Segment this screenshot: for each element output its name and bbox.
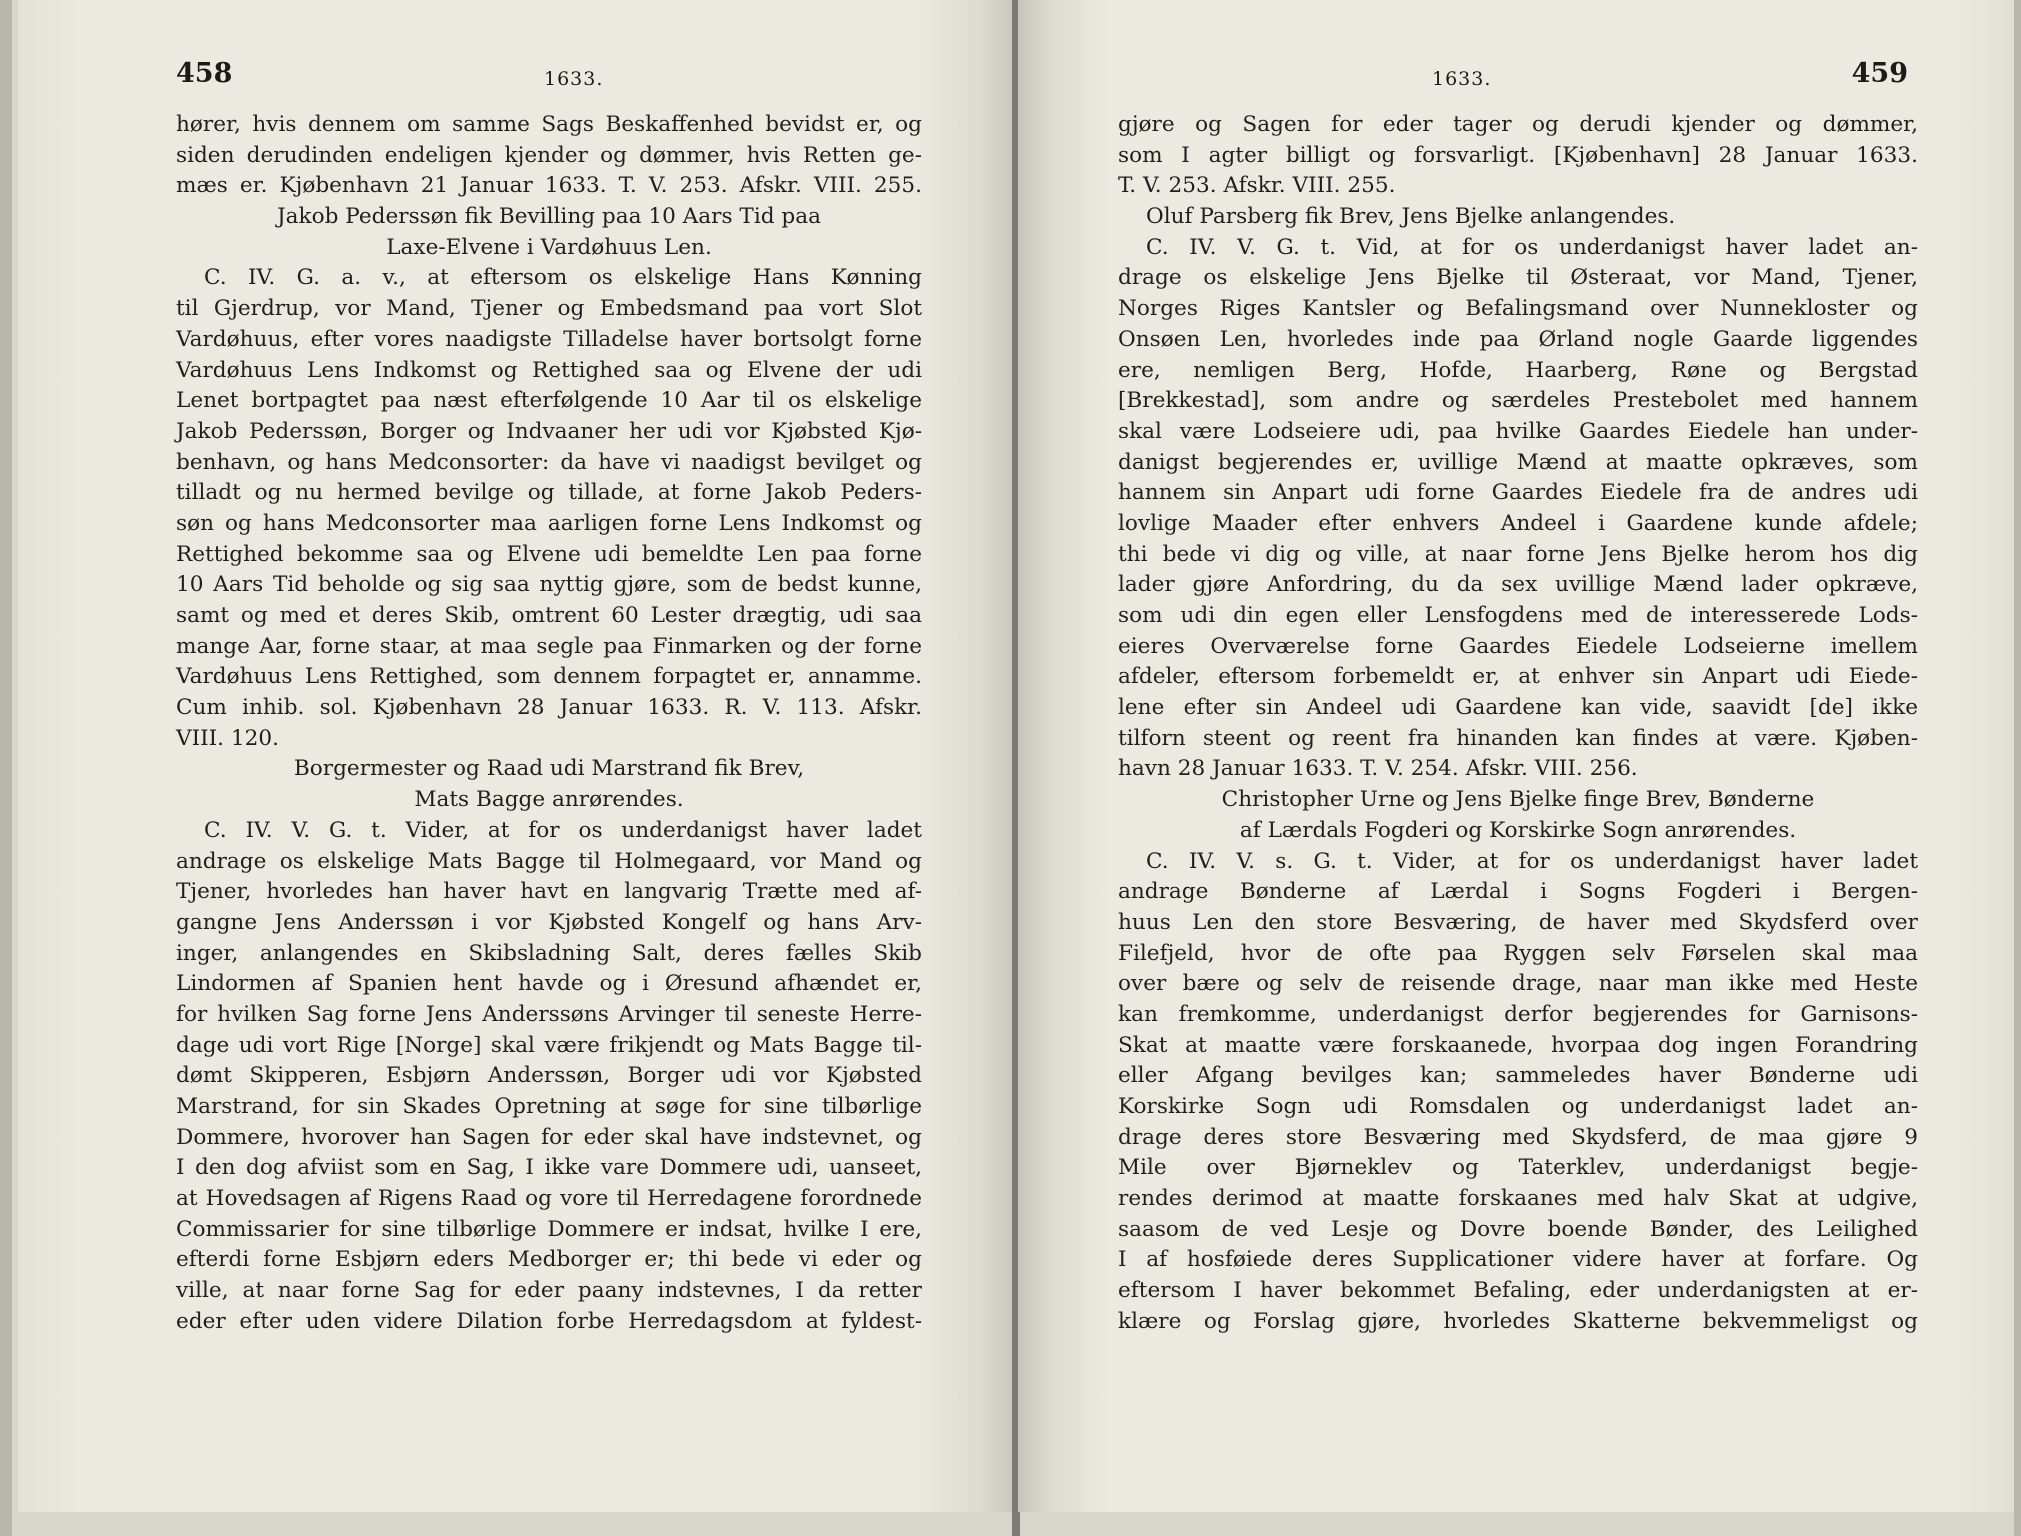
text-line: ere, nemligen Berg, Hofde, Haarberg, Røne og Bergstad: [1118, 357, 1918, 383]
text-line: Mile over Bjørneklev og Taterklev, underdanigst begje-: [1118, 1155, 1918, 1181]
open-book: [12, 0, 2014, 1536]
left-running-head: 1633.: [544, 68, 604, 90]
text-line: Oluf Parsberg fik Brev, Jens Bjelke anlangendes.: [1146, 204, 1676, 230]
text-line: Borgermester og Raad udi Marstrand fik Brev,: [293, 756, 805, 782]
text-line: samt og med et deres Skib, omtrent 60 Lester drægtig, udi saa: [176, 603, 922, 628]
text-line: tilforn steent og reent fra hinanden kan findes at være. Kjøben-: [1118, 725, 1918, 751]
text-line: Laxe-Elvene i Vardøhuus Len.: [386, 234, 712, 260]
text-line: mange Aar, forne staar, at maa segle paa Finmarken og der forne: [176, 633, 922, 659]
right-running-head: 1633.: [1432, 68, 1492, 90]
text-line: tilladt og nu hermed bevilge og tillade, at forne Jakob Peders-: [176, 480, 922, 506]
text-line: Rettighed bekomme saa og Elvene udi bemeldte Len paa forne: [176, 541, 922, 567]
text-line: havn 28 Januar 1633. T. V. 254. Afskr. VIII. 256.: [1118, 756, 1638, 782]
text-line: Jakob Pederssøn fik Bevilling paa 10 Aars Tid paa: [277, 204, 821, 230]
text-line: gangne Jens Anderssøn i vor Kjøbsted Kongelf og hans Arv-: [176, 909, 922, 935]
right-page-header: [1118, 58, 1918, 110]
text-line: dage udi vort Rige [Norge] skal være frikjendt og Mats Bagge til-: [176, 1032, 922, 1058]
text-line: eder efter uden videre Dilation forbe Herredagsdom at fyldest-: [176, 1308, 922, 1334]
text-line: Tjener, hvorledes han haver havt en langvarig Trætte med af-: [176, 879, 922, 905]
text-line: Vardøhuus Lens Rettighed, som dennem forpagtet er, annamme.: [176, 664, 922, 690]
text-line: eieres Overværelse forne Gaardes Eiedele Lodseierne imellem: [1118, 633, 1918, 659]
text-line: lene efter sin Andeel udi Gaardene kan vide, saavidt [de] ikke: [1118, 695, 1918, 721]
text-line: Filefjeld, hvor de ofte paa Ryggen selv Førselen skal maa: [1118, 940, 1918, 966]
left-page: [18, 0, 1014, 1512]
text-line: som I agter billigt og forsvarligt. [Kjøbenhavn] 28 Januar 1633.: [1118, 142, 1918, 168]
text-line: hører, hvis dennem om samme Sags Beskaffenhed bevidst er, og: [176, 112, 922, 137]
text-line: ville, at naar forne Sag for eder paany indstevnes, I da retter: [176, 1278, 922, 1304]
text-line: over bære og selv de reisende drage, naar man ikke med Heste: [1118, 971, 1918, 997]
text-line: andrage os elskelige Mats Bagge til Holmegaard, vor Mand og: [176, 848, 922, 874]
text-line: drage os elskelige Jens Bjelke til Østeraat, vor Mand, Tjener,: [1118, 265, 1918, 291]
text-line: lader gjøre Anfordring, du da sex uvillige Mænd lader opkræve,: [1118, 572, 1918, 598]
text-line: skal være Lodseiere udi, paa hvilke Gaardes Eiedele han under-: [1118, 418, 1918, 444]
text-line: saasom de ved Lesje og Dovre boende Bønder, des Leilighed: [1118, 1216, 1918, 1242]
text-line: C. IV. V. s. G. t. Vider, at for os underdanigst haver ladet: [1146, 848, 1918, 874]
text-line: afdeler, eftersom forbemeldt er, at enhver sin Anpart udi Eiede-: [1118, 664, 1918, 690]
text-line: rendes derimod at maatte forskaanes med halv Skat at udgive,: [1118, 1186, 1918, 1212]
text-line: Korskirke Sogn udi Romsdalen og underdanigst ladet an-: [1118, 1094, 1918, 1119]
text-line: for hvilken Sag forne Jens Anderssøns Arvinger til seneste Herre-: [176, 1001, 922, 1027]
text-line: eftersom I haver bekommet Befaling, eder underdanigsten at er-: [1118, 1278, 1918, 1304]
left-page-header: [176, 58, 922, 110]
left-page-number: 458: [176, 58, 233, 89]
text-line: Commissarier for sine tilbørlige Dommere er indsat, hvilke I ere,: [176, 1216, 922, 1242]
right-page: [1018, 0, 2014, 1512]
text-line: Cum inhib. sol. Kjøbenhavn 28 Januar 1633. R. V. 113. Afskr.: [176, 695, 922, 721]
text-line: mæs er. Kjøbenhavn 21 Januar 1633. T. V. 253. Afskr. VIII. 255.: [176, 173, 922, 199]
text-line: andrage Bønderne af Lærdal i Sogns Fogderi i Bergen-: [1118, 879, 1918, 905]
text-line: Jakob Pederssøn, Borger og Indvaaner her udi vor Kjøbsted Kjø-: [176, 418, 922, 444]
text-line: [Brekkestad], som andre og særdeles Prestebolet med hannem: [1118, 388, 1918, 414]
text-line: inger, anlangendes en Skibsladning Salt, deres fælles Skib: [176, 940, 922, 966]
text-line: Marstrand, for sin Skades Opretning at søge for sine tilbørlige: [176, 1094, 922, 1119]
text-line: at Hovedsagen af Rigens Raad og vore til Herredagene forordnede: [176, 1186, 922, 1212]
text-line: Lindormen af Spanien hent havde og i Øresund afhændet er,: [176, 971, 922, 997]
text-line: efterdi forne Esbjørn eders Medborger er; thi bede vi eder og: [176, 1247, 922, 1273]
text-line: drage deres store Besværing med Skydsferd, de maa gjøre 9: [1118, 1124, 1918, 1150]
text-line: dømt Skipperen, Esbjørn Anderssøn, Borger udi vor Kjøbsted: [176, 1063, 922, 1089]
text-line: kan fremkomme, underdanigst derfor begjerendes for Garnisons-: [1118, 1001, 1918, 1027]
text-line: klære og Forslag gjøre, hvorledes Skatterne bekvemmeligst og: [1118, 1308, 1918, 1334]
text-line: eller Afgang bevilges kan; sammeledes haver Bønderne udi: [1118, 1063, 1918, 1089]
right-page-number: 459: [1851, 58, 1908, 89]
text-line: C. IV. V. G. t. Vid, at for os underdanigst haver ladet an-: [1146, 234, 1918, 260]
text-line: Christopher Urne og Jens Bjelke finge Brev, Bønderne: [1221, 787, 1815, 813]
left-page-text: [176, 110, 922, 1338]
text-line: hannem sin Anpart udi forne Gaardes Eiedele fra de andres udi: [1118, 480, 1918, 506]
text-line: Vardøhuus, efter vores naadigste Tilladelse haver bortsolgt forne: [176, 326, 922, 352]
text-line: Onsøen Len, hvorledes inde paa Ørland nogle Gaarde liggendes: [1118, 326, 1918, 352]
text-line: C. IV. V. G. t. Vider, at for os underdanigst haver ladet: [204, 817, 922, 843]
text-line: Lenet bortpagtet paa næst efterfølgende 10 Aar til os elskelige: [176, 388, 922, 414]
text-line: siden derudinden endeligen kjender og dømmer, hvis Retten ge-: [176, 142, 922, 168]
text-line: huus Len den store Besværing, de haver med Skydsferd over: [1118, 909, 1918, 935]
text-line: VIII. 120.: [176, 725, 279, 751]
text-line: 10 Aars Tid beholde og sig saa nyttig gjøre, som de bedst kunne,: [176, 572, 922, 598]
text-line: Norges Riges Kantsler og Befalingsmand over Nunnekloster og: [1118, 296, 1918, 322]
text-line: til Gjerdrup, vor Mand, Tjener og Embedsmand paa vort Slot: [176, 296, 922, 322]
text-line: som udi din egen eller Lensfogdens med de interesserede Lods-: [1118, 603, 1918, 628]
text-line: Dommere, hvorover han Sagen for eder skal have indstevnet, og: [176, 1124, 922, 1150]
text-line: lovlige Maader efter enhvers Andeel i Gaardene kunde afdele;: [1118, 510, 1918, 536]
text-line: I den dog afviist som en Sag, I ikke vare Dommere udi, uanseet,: [176, 1155, 922, 1181]
text-line: Skat at maatte være forskaanede, hvorpaa dog ingen Forandring: [1118, 1032, 1918, 1058]
text-line: gjøre og Sagen for eder tager og derudi kjender og dømmer,: [1118, 112, 1918, 137]
text-line: T. V. 253. Afskr. VIII. 255.: [1118, 173, 1396, 199]
text-line: søn og hans Medconsorter maa aarligen forne Lens Indkomst og: [176, 510, 922, 536]
right-page-text: [1118, 110, 1918, 1338]
text-line: C. IV. G. a. v., at eftersom os elskelige Hans Kønning: [204, 265, 922, 291]
text-line: danigst begjerendes er, uvillige Mænd at maatte opkræves, som: [1118, 449, 1918, 475]
text-line: thi bede vi dig og ville, at naar forne Jens Bjelke herom hos dig: [1118, 541, 1918, 567]
text-line: benhavn, og hans Medconsorter: da have vi naadigst bevilget og: [176, 449, 922, 475]
text-line: I af hosføiede deres Supplicationer videre haver at forfare. Og: [1118, 1247, 1918, 1273]
text-line: Vardøhuus Lens Indkomst og Rettighed saa og Elvene der udi: [176, 357, 922, 383]
text-line: Mats Bagge anrørendes.: [414, 787, 684, 813]
text-line: af Lærdals Fogderi og Korskirke Sogn anrørendes.: [1239, 817, 1797, 843]
